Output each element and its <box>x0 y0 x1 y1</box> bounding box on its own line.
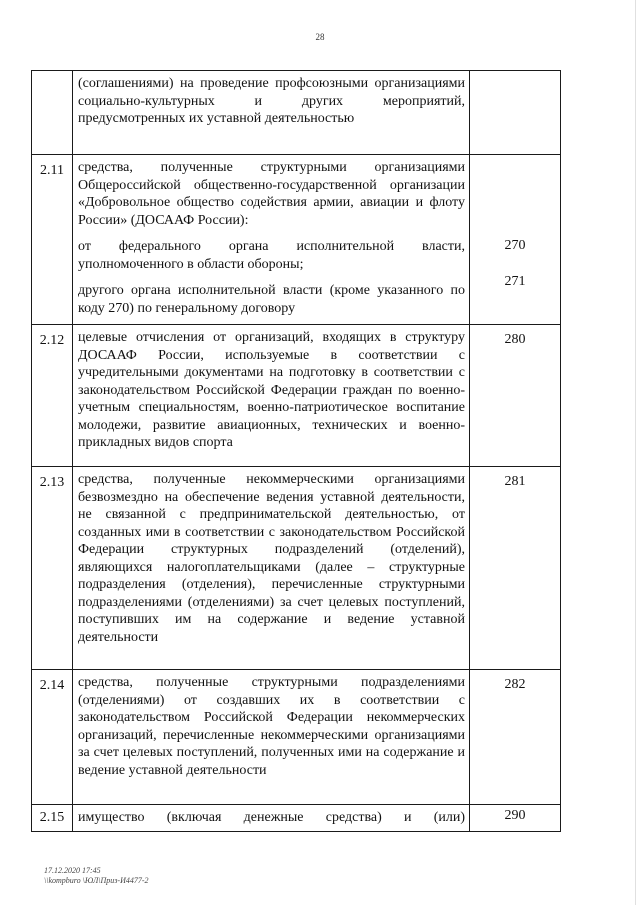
row-code <box>470 467 561 670</box>
code-value: 290 <box>504 808 526 823</box>
paragraph: имущество (включая денежные средства) и (или) <box>78 810 465 825</box>
table-row <box>32 805 561 832</box>
row-code <box>470 155 561 325</box>
code-value: 280 <box>504 332 526 347</box>
code-value: 281 <box>504 474 526 489</box>
row-number: 2.13 <box>32 467 73 670</box>
table-row <box>32 467 561 670</box>
paragraph: средства, полученные некоммерческими организациями безвозмездно на обеспечение ведения уставной деятельности, не связанной с предпринимательской деятельностью, от созданных ими в соответствии с законодательством Российской Федерации структурных подразделений (отделений), являющихся налогоплательщиками (далее – структурные подразделения (отделения), перечисленные структурными подразделениями (отделениями) за счет целевых поступлений, поступивших им на содержание и ведение уставной деятельности <box>78 472 465 645</box>
row-text <box>73 670 470 805</box>
stamp-path: \\kompburo \ЮЛ\Приз-И4477-2 <box>44 876 149 885</box>
paragraph: средства, полученные структурными подразделениями (отделениями) от создавших их в соответствии с законодательством Российской Федерации некоммерческих организаций, перечисленные некоммерческими организациями за счет целевых поступлений, полученных ими на содержание и ведение уставной деятельности <box>78 675 465 778</box>
paragraph: целевые отчисления от организаций, входящих в структуру ДОСААФ России, используемые в соответствии с учредительными документами на подготовку в соответствии с законодательством Российской Федерации граждан по военно-учетным специальностям, военно-патриотическое воспитание молодежи, развитие авиационных, технических и военно-прикладных видов спорта <box>78 330 465 450</box>
row-text <box>73 155 470 325</box>
page-number: 28 <box>315 32 325 42</box>
row-number: 2.14 <box>32 670 73 805</box>
paragraph: (соглашениями) на проведение профсоюзными организациями социально-культурных и других мероприятий, предусмотренных их уставной деятельностью <box>78 76 465 126</box>
code-value: 271 <box>504 273 526 289</box>
print-stamp <box>44 866 149 886</box>
row-text <box>73 467 470 670</box>
row-code <box>470 805 561 832</box>
scan-edge <box>635 0 636 905</box>
row-text <box>73 71 470 155</box>
row-code <box>470 71 561 155</box>
table-row <box>32 155 561 325</box>
row-text <box>73 805 470 832</box>
row-number: 2.12 <box>32 325 73 467</box>
row-code <box>470 670 561 805</box>
row-text <box>73 325 470 467</box>
table-row <box>32 325 561 467</box>
paragraph: от федерального органа исполнительной власти, уполномоченного в области обороны; <box>78 239 465 272</box>
code-value: 270 <box>504 238 526 253</box>
row-code <box>470 325 561 467</box>
row-number <box>32 71 73 155</box>
table-row <box>32 670 561 805</box>
table-row <box>32 71 561 155</box>
document-table <box>31 70 561 832</box>
code-value: 282 <box>504 677 526 692</box>
row-number: 2.15 <box>32 805 73 832</box>
paragraph: средства, полученные структурными организациями Общероссийской общественно-государственной организации «Добровольное общество содействия армии, авиации и флоту России» (ДОСААФ России): <box>78 160 465 228</box>
row-number: 2.11 <box>32 155 73 325</box>
stamp-date: 17.12.2020 17:45 <box>44 866 101 875</box>
paragraph: другого органа исполнительной власти (кроме указанного по коду 270) по генеральному договору <box>78 283 465 316</box>
